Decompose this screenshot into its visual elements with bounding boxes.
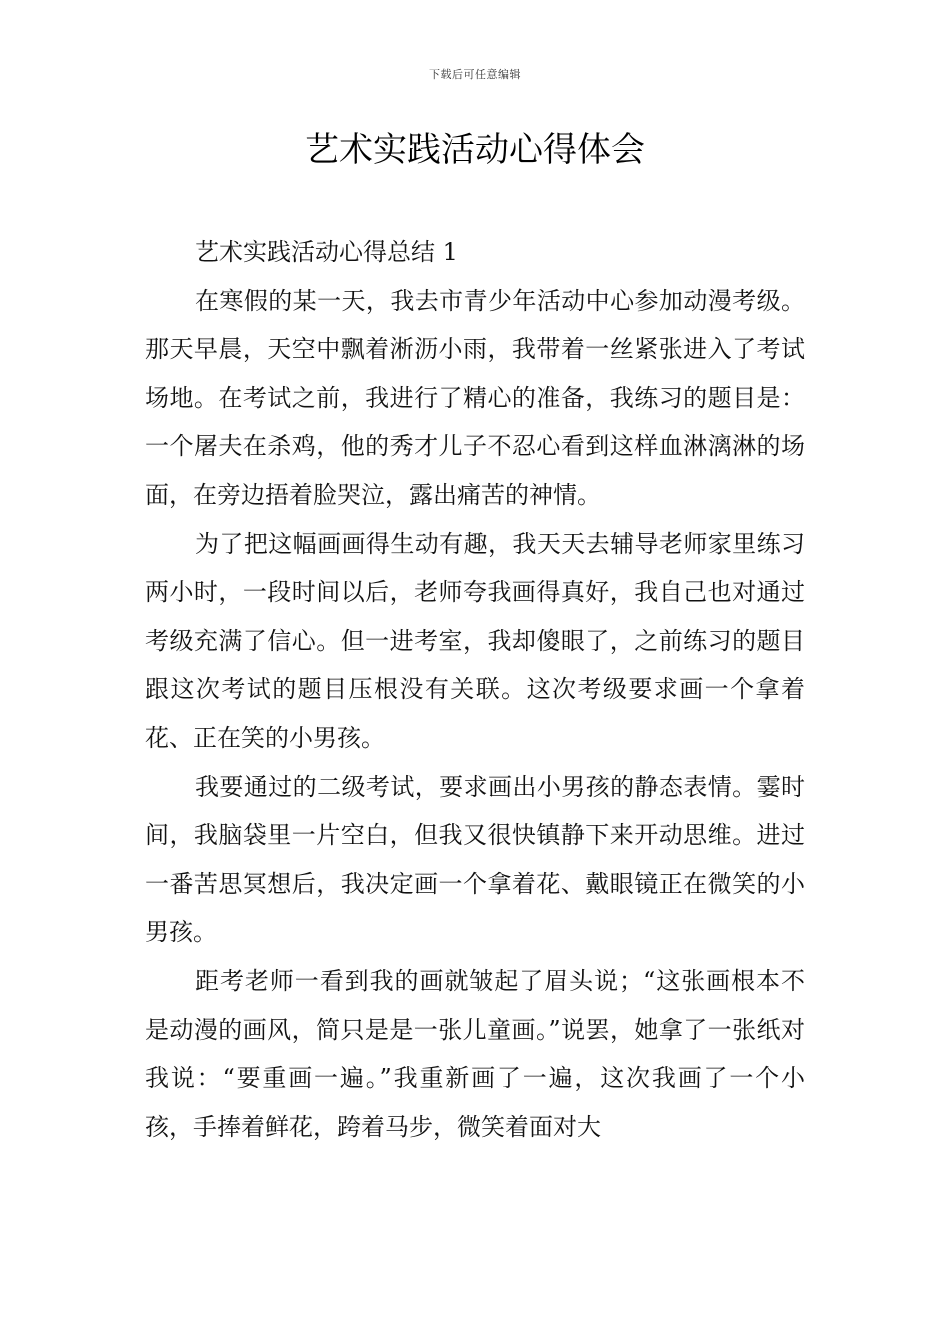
paragraph: 距考老师一看到我的画就皱起了眉头说；“这张画根本不是动漫的画风，简只是是一张儿童画。”说罢，她拿了一张纸对我说：“要重画一遍。”我重新画了一遍，这次我画了一个小孩，手捧着鲜花，跨着马步，微笑着面对大	[145, 966, 805, 1141]
paragraph: 我要通过的二级考试，要求画出小男孩的静态表情。霎时间，我脑袋里一片空白，但我又很快镇静下来开动思维。进过一番苦思冥想后，我决定画一个拿着花、戴眼镜正在微笑的小男孩。	[145, 772, 805, 947]
section-heading: 艺术实践活动心得总结 1	[195, 238, 458, 266]
paragraph: 为了把这幅画画得生动有趣，我天天去辅导老师家里练习两小时，一段时间以后，老师夸我画得真好，我自己也对通过考级充满了信心。但一进考室，我却傻眼了，之前练习的题目跟这次考试的题目压根没有关联。这次考级要求画一个拿着花、正在笑的小男孩。	[145, 529, 805, 752]
document-body	[145, 228, 805, 1151]
document-title: 艺术实践活动心得体会	[305, 130, 645, 170]
paragraph: 在寒假的某一天，我去市青少年活动中心参加动漫考级。那天早晨，天空中飘着淅沥小雨，我带着一丝紧张进入了考试场地。在考试之前，我进行了精心的准备，我练习的题目是：一个屠夫在杀鸡，他的秀才儿子不忍心看到这样血淋漓淋的场面，在旁边捂着脸哭泣，露出痛苦的神情。	[145, 286, 805, 509]
header-note: 下载后可任意编辑	[429, 68, 521, 81]
